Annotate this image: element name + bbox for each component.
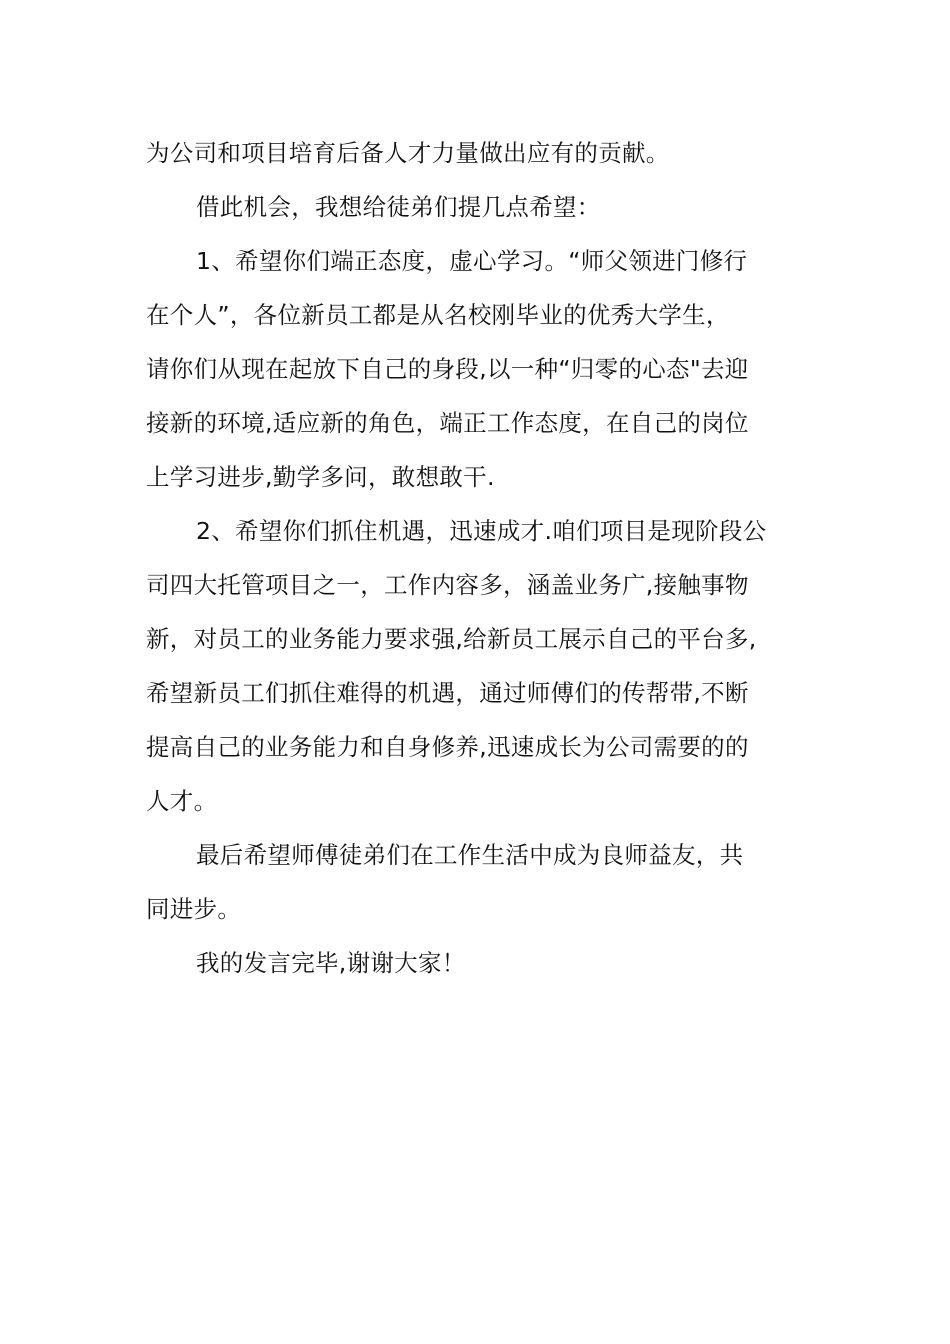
paragraph-opening-line: 借此机会，我想给徒弟们提几点希望： (196, 193, 601, 221)
paragraph-opening-line: 最后希望师傅徒弟们在工作生活中成为良师益友，共 (196, 841, 744, 869)
speech-text (146, 126, 806, 990)
text-line: 新，对员工的业务能力要求强,给新员工展示自己的平台多, (146, 625, 757, 653)
text-line: 人才。 (146, 787, 218, 815)
text-line: 在个人”，各位新员工都是从名校刚毕业的优秀大学生， (146, 301, 730, 329)
text-line: 希望新员工们抓住难得的机遇，通过师傅们的传帮带,不断 (146, 679, 749, 707)
text-line: 上学习进步,勤学多问，敢想敢干. (146, 463, 495, 491)
paragraph-opening-line: 2、希望你们抓住机遇，迅速成才.咱们项目是现阶段公 (196, 517, 767, 545)
text-line: 为公司和项目培育后备人才力量做出应有的贡献。 (146, 139, 670, 167)
text-line: 请你们从现在起放下自己的身段,以一种“归零的心态"去迎 (146, 355, 749, 383)
paragraph-opening-line: 1、希望你们端正态度，虚心学习。“师父领进门修行 (196, 247, 748, 275)
text-line: 接新的环境,适应新的角色，端正工作态度，在自己的岗位 (146, 409, 749, 437)
paragraph-opening-line: 我的发言完毕,谢谢大家！ (196, 949, 466, 977)
text-line: 提高自己的业务能力和自身修养,迅速成长为公司需要的的 (146, 733, 749, 761)
text-line: 同进步。 (146, 895, 242, 923)
text-line: 司四大托管项目之一，工作内容多，涵盖业务广,接触事物 (146, 571, 749, 599)
